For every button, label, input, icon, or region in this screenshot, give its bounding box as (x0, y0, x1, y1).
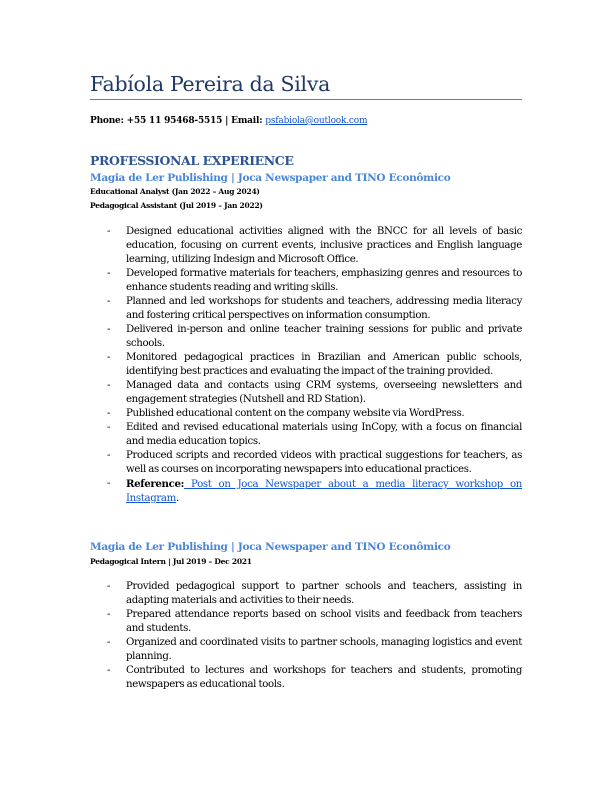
bullet-text: Organized and coordinated visits to partner schools, managing logistics and event planning. (126, 637, 522, 662)
email-link[interactable]: psfabiola@outlook.com (265, 116, 368, 126)
bullet-text: Contributed to lectures and workshops for teachers and students, promoting newspapers as educational tools. (126, 665, 522, 690)
bullet-text: Edited and revised educational materials using InCopy, with a focus on financial and media education topics. (126, 422, 522, 447)
bullet-dash: - (107, 637, 111, 648)
bullet-text: Provided pedagogical support to partner schools and teachers, assisting in adapting materials and activities to their needs. (126, 581, 522, 606)
contact-line (90, 116, 367, 126)
reference-item (90, 477, 522, 506)
job-bullet-list (90, 580, 522, 692)
bullet-dash: - (107, 268, 111, 279)
bullet-dash: - (107, 296, 111, 307)
job-company: Magia de Ler Publishing | Joca Newspaper and TINO Econômico (90, 541, 451, 553)
bullet-text: Delivered in-person and online teacher training sessions for public and private schools. (126, 324, 522, 349)
bullet-dash: - (107, 450, 111, 461)
job-bullet-list (90, 225, 522, 506)
bullet-dash: - (107, 226, 111, 237)
list-item (90, 295, 522, 323)
bullet-text: Developed formative materials for teachers, emphasizing genres and resources to enhance students reading and writing skills. (126, 268, 522, 293)
list-item (90, 580, 522, 608)
bullet-text: Monitored pedagogical practices in Brazilian and American public schools, identifying best practices and evaluating the impact of the training provided. (126, 352, 522, 377)
reference-link[interactable]: Post on Joca Newspaper about a media literacy workshop on Instagram (126, 479, 522, 504)
section-title-experience: PROFESSIONAL EXPERIENCE (90, 153, 294, 168)
bullet-text: Managed data and contacts using CRM systems, overseeing newsletters and engagement strategies (Nutshell and RD Station). (126, 380, 522, 405)
list-item (90, 636, 522, 664)
list-item (90, 608, 522, 636)
list-item (90, 225, 522, 267)
bullet-dash: - (107, 665, 111, 676)
candidate-name: Fabíola Pereira da Silva (90, 72, 331, 96)
job-company: Magia de Ler Publishing | Joca Newspaper and TINO Econômico (90, 172, 451, 184)
bullet-dash: - (107, 581, 111, 592)
bullet-dash: - (107, 422, 111, 433)
bullet-dash: - (107, 408, 111, 419)
job-role: Educational Analyst (Jan 2022 – Aug 2024) (90, 187, 260, 196)
bullet-dash: - (107, 352, 111, 363)
job-role: Pedagogical Assistant (Jul 2019 – Jan 2022) (90, 201, 263, 210)
bullet-text: Designed educational activities aligned with the BNCC for all levels of basic education, focusing on current events, inclusive practices and English language learning, utilizing Indesign and Microsoft Office. (126, 226, 522, 265)
email-label: Email: (231, 116, 263, 126)
reference-label: Reference: (126, 478, 185, 490)
list-item (90, 267, 522, 295)
contact-separator: | (225, 116, 229, 126)
list-item (90, 664, 522, 692)
bullet-dash: - (107, 380, 111, 391)
header-divider (90, 99, 522, 100)
bullet-text: Prepared attendance reports based on school visits and feedback from teachers and students. (126, 609, 522, 634)
phone-label: Phone: (90, 116, 124, 126)
list-item (90, 379, 522, 407)
list-item (90, 351, 522, 379)
list-item (90, 421, 522, 449)
bullet-dash: - (107, 324, 111, 335)
bullet-dash: - (107, 609, 111, 620)
phone-number: +55 11 95468-5515 (126, 116, 223, 126)
bullet-text: Produced scripts and recorded videos with practical suggestions for teachers, as well as courses on incorporating newspapers into educational practices. (126, 450, 522, 475)
list-item (90, 449, 522, 477)
job-role: Pedagogical Intern | Jul 2019 – Dec 2021 (90, 557, 252, 566)
bullet-text: Published educational content on the company website via WordPress. (126, 408, 465, 419)
list-item (90, 323, 522, 351)
bullet-dash: - (107, 478, 111, 489)
reference-trailing: . (175, 493, 179, 504)
list-item (90, 407, 522, 421)
bullet-text: Planned and led workshops for students and teachers, addressing media literacy and fostering critical perspectives on information consumption. (126, 296, 522, 321)
